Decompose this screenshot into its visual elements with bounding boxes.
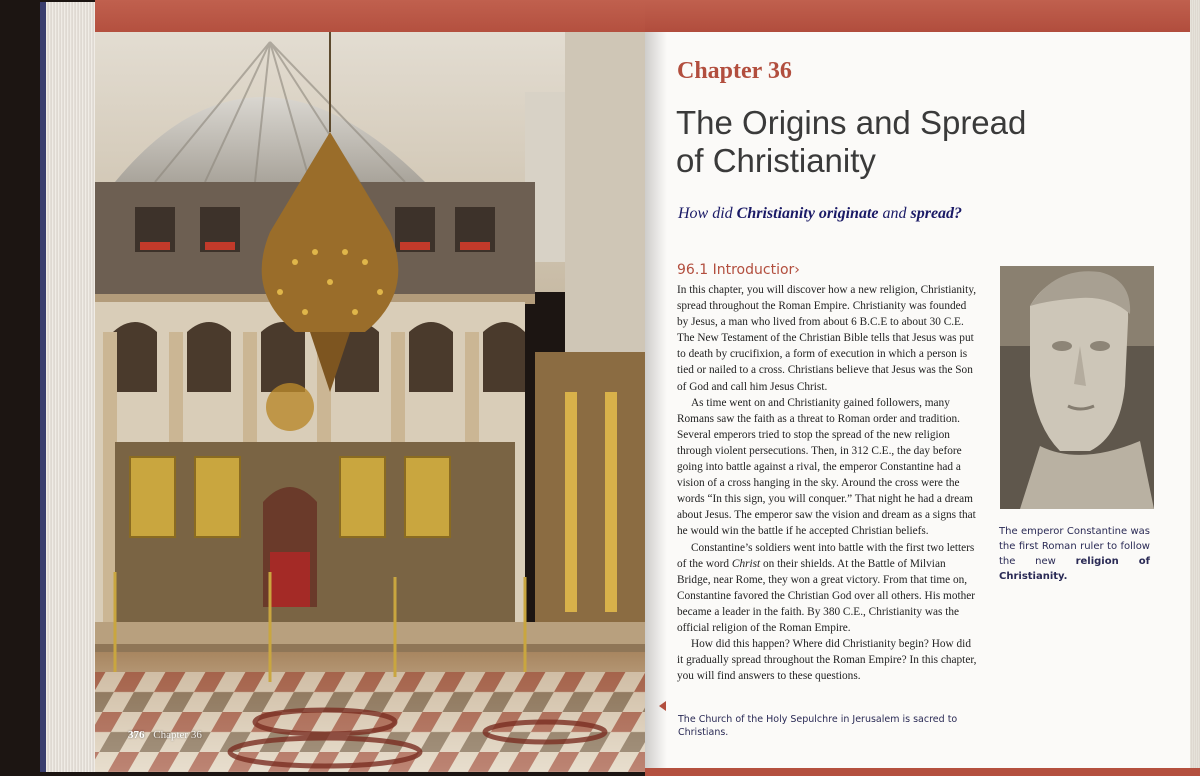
eq-bold-1: Christianity bbox=[736, 205, 815, 222]
paragraph-1: In this chapter, you will discover how a new religion, Christianity, spread throughout the Roman Empire. Christianity was founded by Jesus, a man who lived from about 6 B.C.E to about 30 C.E. The New Testament of the Christian Bible tells that Jesus was put to death by crucifixion, a form of execution in which a person is tied or nailed to a cross. Christians believe that Jesus was the Son of God and call him Jesus Christ. bbox=[677, 284, 977, 393]
constantine-bust-illustration bbox=[1000, 266, 1154, 509]
eq-bold-2: spread? bbox=[910, 205, 963, 222]
eq-pre: How did bbox=[678, 205, 737, 222]
right-page-edges bbox=[1190, 0, 1200, 776]
portrait-caption-plain: The emperor Constantine was the first Roman ruler to follow the new bbox=[999, 526, 1150, 567]
page-number: 376 bbox=[128, 729, 145, 741]
chapter-footer: Chapter 36 bbox=[153, 729, 202, 741]
chapter-label: Chapter 36 bbox=[677, 58, 792, 84]
gutter-shadow bbox=[645, 32, 667, 776]
church-interior-illustration bbox=[95, 32, 645, 772]
paragraph-3 bbox=[677, 540, 979, 637]
paragraph-4: How did this happen? Where did Christianity begin? How did it gradually spread throughout the Roman Empire? In this chapter, you will find answers to these questions. bbox=[677, 638, 977, 683]
body-text bbox=[677, 282, 979, 684]
chapter-title bbox=[676, 104, 1096, 180]
p3-italic: Christ bbox=[731, 557, 761, 570]
left-page-banner bbox=[95, 0, 645, 32]
paragraph-2: As time went on and Christianity gained followers, many Romans saw the faith as a threat to Roman order and tradition. Several emperors tried to stop the spread of the new religion through violent persecutions. Then, in 312 C.E., the day before going into battle against a rival, the emperor Constantine had a vision of a cross hanging in the sky. Around the cross were the words “In this sign, you will conquer.” That night he had a dream about Jesus. The emperor saw the vision and dream as a signs that he would win the battle if he accepted Christian beliefs. bbox=[677, 396, 976, 538]
photo-caption: The Church of the Holy Sepulchre in Jerusalem is sacred to Christians. bbox=[678, 714, 958, 738]
left-page-footer bbox=[128, 729, 202, 741]
eq-and: and bbox=[882, 205, 907, 222]
essential-question bbox=[678, 205, 1098, 223]
chapter-title-line-2: of Christianity bbox=[676, 142, 876, 179]
caption-arrow-icon bbox=[659, 701, 666, 711]
chapter-title-line-1: The Origins and Spread bbox=[676, 104, 1027, 141]
constantine-portrait bbox=[1000, 266, 1154, 509]
portrait-caption-bold: religion of Christianity. bbox=[999, 556, 1150, 582]
p3-pre: Constantine’s soldiers went into battle with the first two letters of the word bbox=[677, 541, 975, 570]
church-interior-photo bbox=[95, 32, 645, 772]
page-edges bbox=[40, 2, 98, 772]
portrait-caption bbox=[999, 524, 1150, 584]
right-page bbox=[645, 0, 1200, 776]
p3-post: on their shields. At the Battle of Milvian Bridge, near Rome, they won a great victory. From that time on, Constantine favored the Christian God over all others. His mother became a leader in the faith. By 380 C.E., Christianity was the official religion of the Roman Empire. bbox=[677, 557, 976, 634]
section-heading: 96.1 Introductior› bbox=[677, 262, 800, 278]
right-page-banner bbox=[645, 0, 1200, 32]
bottom-strip bbox=[645, 768, 1200, 776]
eq-mid: originate bbox=[814, 205, 883, 222]
